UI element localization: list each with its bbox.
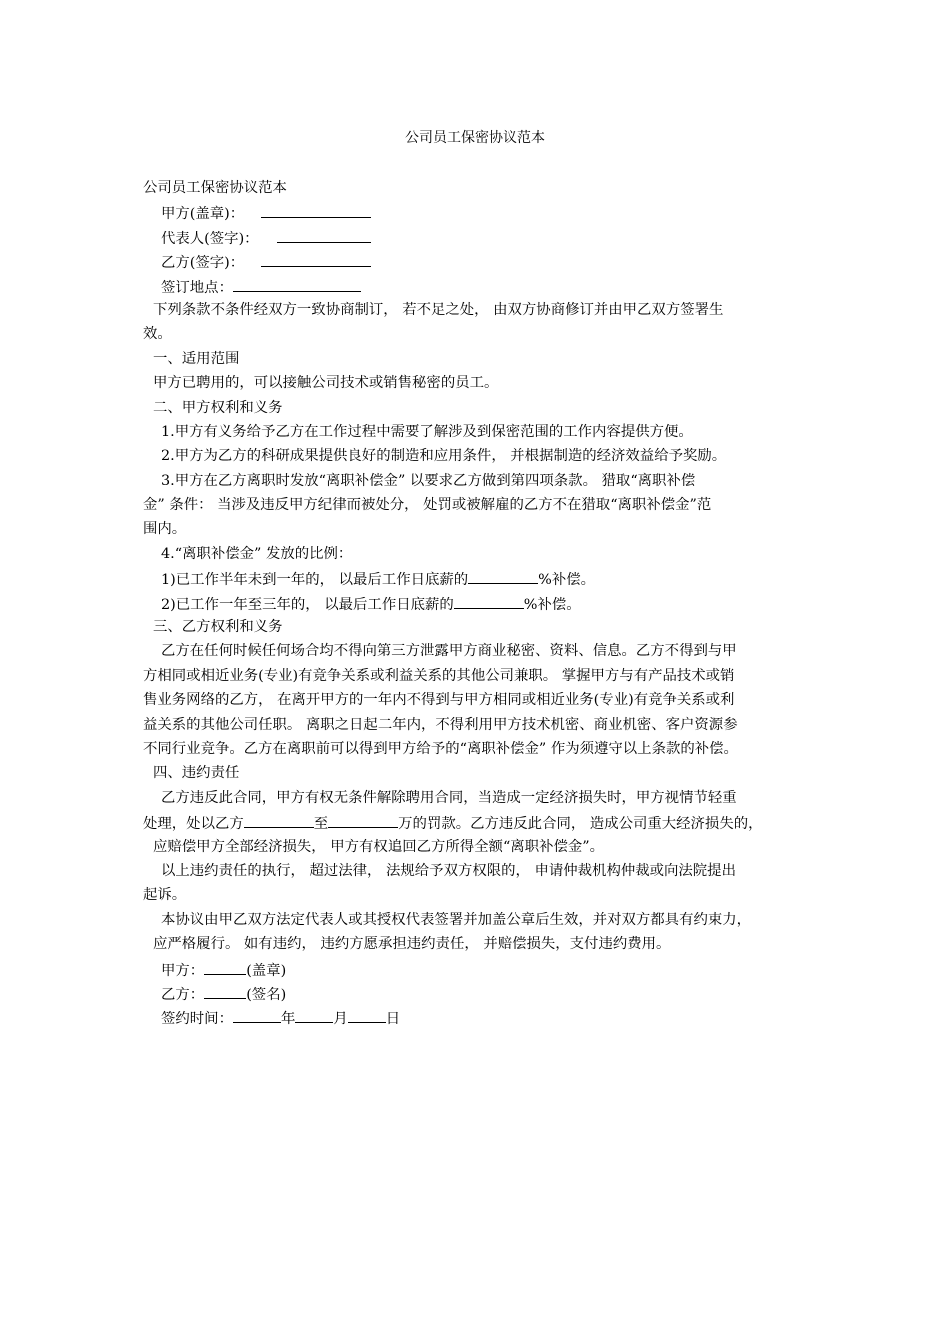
party-b-sign-blank[interactable]: [261, 249, 371, 267]
year-blank[interactable]: [233, 1005, 281, 1023]
penalty-text-1: 处理，处以乙方: [143, 816, 244, 833]
section-3-line-3: 售业务网络的乙方， 在离开甲方的一年内不得到与甲方相同或相近业务(专业)有竞争关系或利: [143, 692, 735, 709]
section-2-item-2: 2.甲方为乙方的科研成果提供良好的制造和应用条件， 并根据制造的经济效益给予奖励。: [161, 448, 727, 465]
document-title: 公司员工保密协议范本: [405, 130, 545, 146]
section-2-item-4: 4.“离职补偿金” 发放的比例：: [161, 545, 353, 562]
party-b-sign-line: [143, 249, 823, 273]
representative-sign-line: [143, 225, 823, 249]
ratio-1-suffix: %补偿。: [538, 572, 596, 589]
sign-place-blank[interactable]: [233, 274, 361, 292]
penalty-text-2: 至: [313, 816, 329, 833]
ratio-2-text: 2)已工作一年至三年的， 以最后工作日底薪的: [161, 596, 454, 613]
section-4-line-5: 起诉。: [143, 887, 187, 904]
ratio-1-blank[interactable]: [468, 566, 538, 584]
document-body: [143, 176, 823, 1030]
signature-party-a: [143, 957, 823, 981]
representative-sign-blank[interactable]: [277, 225, 371, 243]
sign-place-label: 签订地点：: [161, 279, 233, 296]
section-1-text: 甲方已聘用的，可以接触公司技术或销售秘密的员工。: [153, 375, 499, 392]
day-label: 日: [385, 1011, 401, 1028]
signature-date-label: 签约时间：: [161, 1011, 233, 1028]
signature-party-b-label: 乙方：: [161, 986, 205, 1003]
penalty-max-blank[interactable]: [328, 810, 398, 828]
section-2-item-1: 1.甲方有义务给予乙方在工作过程中需要了解涉及到保密范围的工作内容提供方便。: [161, 423, 693, 440]
ratio-1-text: 1)已工作半年未到一年的， 以最后工作日底薪的: [161, 572, 469, 589]
penalty-min-blank[interactable]: [244, 810, 314, 828]
signature-party-a-note: (盖章): [246, 962, 287, 979]
section-3-line-4: 益关系的其他公司任职。 离职之日起二年内，不得利用甲方技术机密、商业机密、客户资源参: [143, 716, 738, 733]
effective-line-1: 本协议由甲乙双方法定代表人或其授权代表签署并加盖公章后生效，并对双方都具有约束力，: [161, 911, 752, 928]
month-label: 月: [333, 1011, 348, 1028]
representative-sign-label: 代表人(签字)：: [161, 230, 259, 247]
section-4-line-2: [143, 810, 823, 834]
section-4-heading: 四、违约责任: [153, 765, 240, 782]
signature-party-a-blank[interactable]: [204, 957, 246, 975]
section-2-item-3-line-2: 金” 条件： 当涉及违反甲方纪律而被处分， 处罚或被解雇的乙方不在猎取“离职补偿金”范: [143, 497, 712, 514]
ratio-line-2: [143, 591, 823, 615]
month-blank[interactable]: [295, 1005, 333, 1023]
sign-place-line: [143, 274, 823, 298]
penalty-text-3: 万的罚款。乙方违反此合同， 造成公司重大经济损失的，: [398, 816, 763, 833]
section-2-item-3-line-1: 3.甲方在乙方离职时发放“离职补偿金” 以要求乙方做到第四项条款。 猎取“离职补偿: [161, 472, 696, 489]
effective-line-2: 应严格履行。 如有违约， 违约方愿承担违约责任， 并赔偿损失，支付违约费用。: [153, 936, 671, 953]
day-blank[interactable]: [348, 1005, 386, 1023]
party-b-sign-label: 乙方(签字)：: [161, 255, 245, 272]
ratio-line-1: [143, 566, 823, 590]
party-a-stamp-label: 甲方(盖章)：: [161, 206, 245, 223]
section-2-item-3-line-3: 围内。: [143, 521, 187, 538]
party-a-stamp-blank[interactable]: [261, 200, 371, 218]
signature-party-b: [143, 981, 823, 1005]
section-4-line-1: 乙方违反此合同，甲方有权无条件解除聘用合同，当造成一定经济损失时，甲方视情节轻重: [161, 789, 737, 806]
intro-line-1: 下列条款不条件经双方一致协商制订， 若不足之处， 由双方协商修订并由甲乙双方签署生: [153, 301, 724, 318]
signature-party-a-label: 甲方：: [161, 962, 205, 979]
section-3-heading: 三、乙方权利和义务: [153, 619, 283, 636]
ratio-2-blank[interactable]: [454, 591, 524, 609]
subtitle: 公司员工保密协议范本: [143, 180, 287, 196]
signature-party-b-note: (签名): [246, 986, 287, 1003]
section-3-line-1: 乙方在任何时候任何场合均不得向第三方泄露甲方商业秘密、资料、信息。乙方不得到与甲: [161, 643, 737, 660]
section-3-line-2: 方相同或相近业务(专业)有竞争关系或利益关系的其他公司兼职。 掌握甲方与有产品技术或销: [143, 667, 735, 684]
signature-date: [143, 1005, 823, 1029]
section-4-line-3: 应赔偿甲方全部经济损失， 甲方有权追回乙方所得全额“离职补偿金”。: [153, 838, 605, 855]
party-a-stamp-line: [143, 200, 823, 224]
year-label: 年: [280, 1011, 296, 1028]
ratio-2-suffix: %补偿。: [523, 596, 581, 613]
section-1-heading: 一、适用范围: [153, 350, 240, 367]
section-4-line-4: 以上违约责任的执行， 超过法律， 法规给予双方权限的， 申请仲裁机构仲裁或向法院提出: [161, 862, 736, 879]
signature-party-b-blank[interactable]: [204, 981, 246, 999]
intro-line-2: 效。: [143, 326, 172, 343]
section-3-line-5: 不同行业竞争。乙方在离职前可以得到甲方给予的“离职补偿金” 作为须遵守以上条款的补偿。: [143, 740, 738, 757]
section-2-heading: 二、甲方权利和义务: [153, 399, 283, 416]
